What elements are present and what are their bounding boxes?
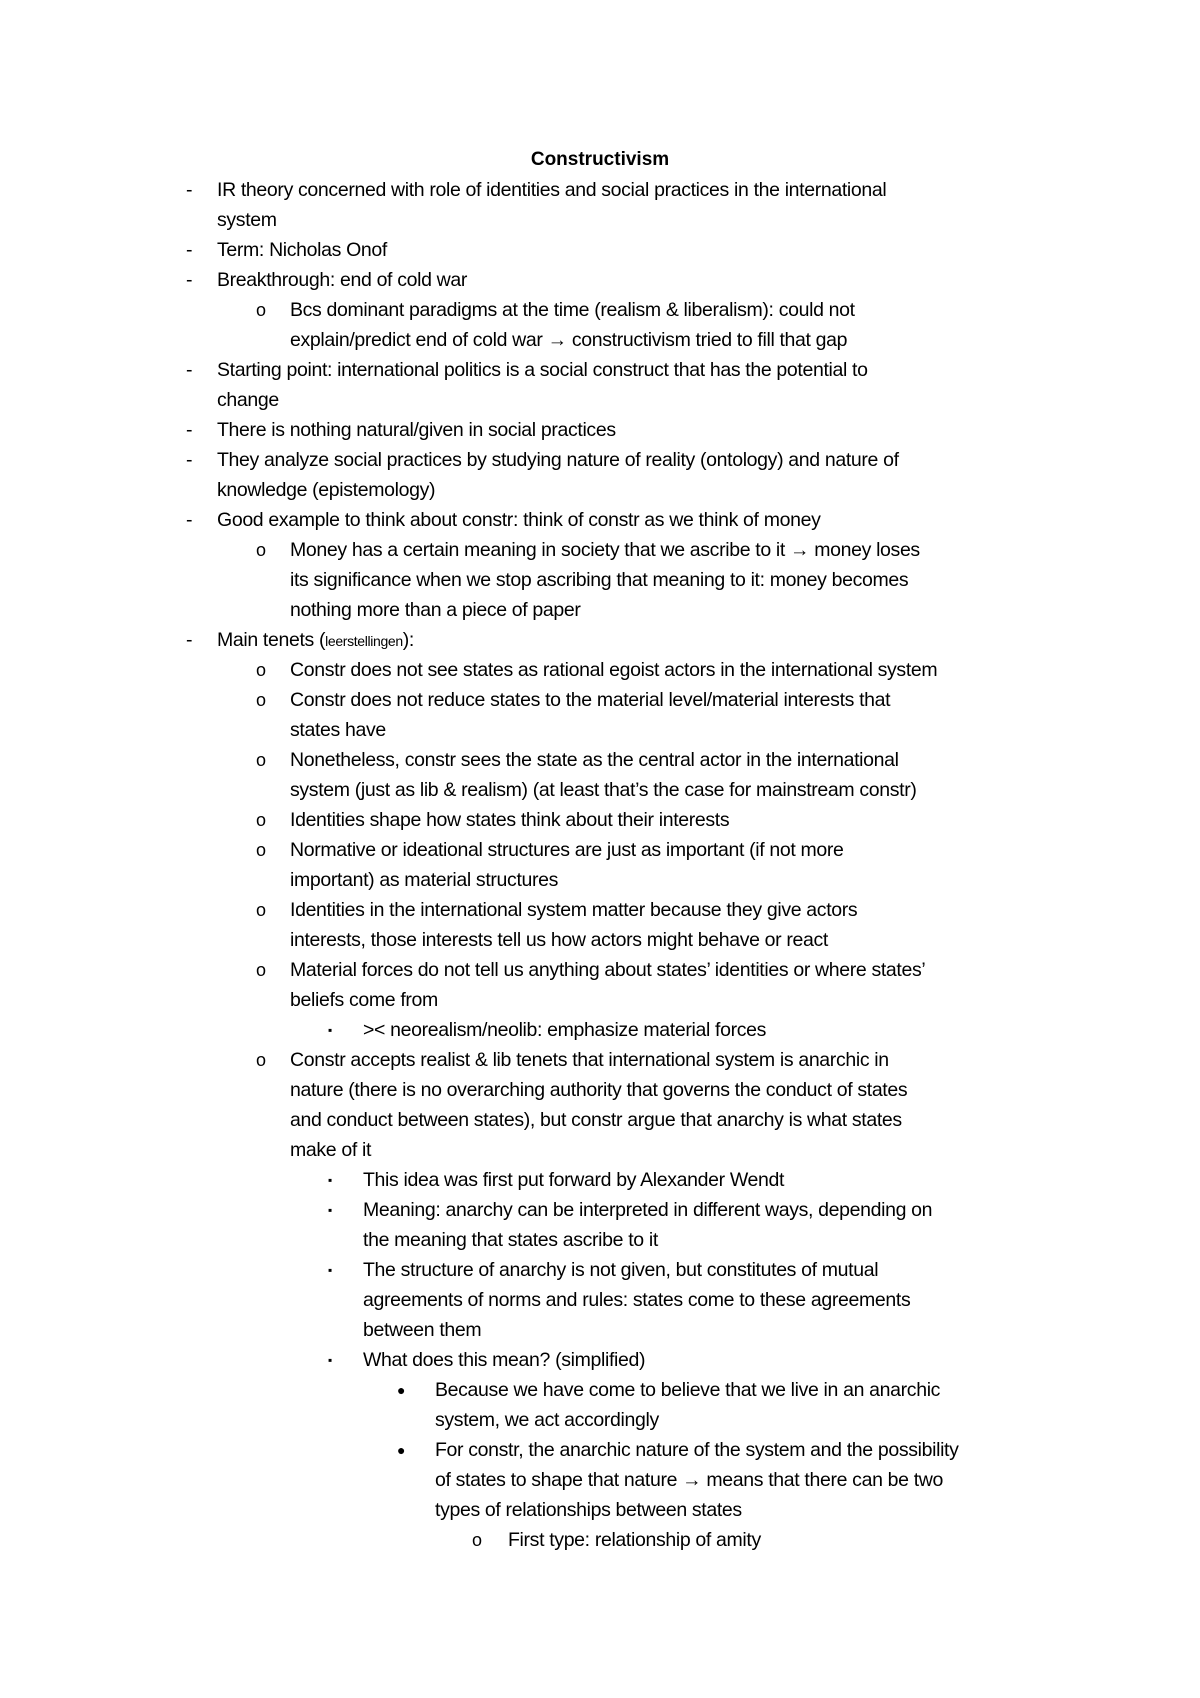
- list-item-text: What does this mean? (simplified): [363, 1349, 646, 1371]
- list-item-text: >< neorealism/neolib: emphasize material forces: [363, 1019, 767, 1041]
- list-item-text: beliefs come from: [290, 989, 438, 1011]
- circle-marker: o: [256, 690, 266, 710]
- list-item: [0, 745, 1200, 775]
- dutch-translation: leerstellingen: [325, 633, 403, 649]
- document-title: Constructivism: [530, 149, 670, 170]
- list-item-text: Because we have come to believe that we live in an anarchic: [435, 1379, 941, 1401]
- list-item-text: Bcs dominant paradigms at the time (realism & liberalism): could not: [290, 299, 855, 321]
- list-item-text: knowledge (epistemology): [217, 479, 436, 501]
- list-item-continuation: [0, 715, 1200, 745]
- list-item-text: agreements of norms and rules: states come to these agreements: [363, 1289, 911, 1311]
- list-item-text: There is nothing natural/given in social practices: [217, 419, 616, 441]
- dash-marker: -: [186, 359, 193, 381]
- list-item: [0, 445, 1200, 475]
- list-item-text: Constr accepts realist & lib tenets that international system is anarchic in: [290, 1049, 889, 1071]
- circle-marker: o: [256, 960, 266, 980]
- list-item-text: and conduct between states), but constr argue that anarchy is what states: [290, 1109, 902, 1131]
- list-item-text: The structure of anarchy is not given, but constitutes of mutual: [363, 1259, 879, 1281]
- dash-marker: -: [186, 509, 193, 531]
- list-item-continuation: [0, 595, 1200, 625]
- square-marker: ▪: [328, 1263, 332, 1277]
- list-item: [0, 1435, 1200, 1465]
- list-item-text: IR theory concerned with role of identities and social practices in the international: [217, 179, 887, 201]
- main-tenets-label: Main tenets (: [217, 629, 326, 651]
- list-item-text: Starting point: international politics is a social construct that has the potential to: [217, 359, 868, 381]
- circle-marker: o: [256, 300, 266, 320]
- list-item-continuation: [0, 1225, 1200, 1255]
- dash-marker: -: [186, 629, 193, 651]
- list-item-continuation: [0, 1135, 1200, 1165]
- list-item-text: Identities shape how states think about their interests: [290, 809, 730, 831]
- list-item: [0, 1165, 1200, 1195]
- list-item-text: its significance when we stop ascribing that meaning to it: money becomes: [290, 569, 909, 591]
- list-item: [0, 625, 1200, 655]
- document-body: [0, 175, 1200, 1555]
- list-item-text: system: [217, 209, 277, 231]
- list-item-text: states have: [290, 719, 386, 741]
- list-item: [0, 1015, 1200, 1045]
- list-item: [0, 805, 1200, 835]
- circle-marker: o: [256, 540, 266, 560]
- circle-marker: o: [256, 810, 266, 830]
- list-item-text: Constr does not see states as rational egoist actors in the international system: [290, 659, 938, 681]
- list-item-text: important) as material structures: [290, 869, 559, 891]
- list-item-text: types of relationships between states: [435, 1499, 742, 1521]
- list-item: [0, 235, 1200, 265]
- list-item-text: Meaning: anarchy can be interpreted in different ways, depending on: [363, 1199, 933, 1221]
- list-item: [0, 295, 1200, 325]
- list-item: [0, 895, 1200, 925]
- list-item-text: Money has a certain meaning in society that we ascribe to it → money loses: [290, 539, 920, 561]
- list-item-text: nothing more than a piece of paper: [290, 599, 581, 621]
- list-item-text: interests, those interests tell us how actors might behave or react: [290, 929, 828, 951]
- list-item: [0, 265, 1200, 295]
- list-item-text: the meaning that states ascribe to it: [363, 1229, 658, 1251]
- list-item-continuation: [0, 1405, 1200, 1435]
- circle-marker: o: [256, 660, 266, 680]
- list-item: [0, 1375, 1200, 1405]
- list-item-continuation: [0, 475, 1200, 505]
- dash-marker: -: [186, 239, 193, 261]
- circle-marker: o: [256, 1050, 266, 1070]
- square-marker: ▪: [328, 1203, 332, 1217]
- list-item-continuation: [0, 1075, 1200, 1105]
- square-marker: ▪: [328, 1173, 332, 1187]
- list-item: [0, 655, 1200, 685]
- list-item: [0, 1255, 1200, 1285]
- circle-marker: o: [256, 750, 266, 770]
- square-marker: ▪: [328, 1353, 332, 1367]
- list-item-continuation: [0, 325, 1200, 355]
- list-item: [0, 1525, 1200, 1555]
- list-item-text: system (just as lib & realism) (at least that’s the case for mainstream constr): [290, 779, 917, 801]
- list-item-text: Breakthrough: end of cold war: [217, 269, 468, 291]
- list-item: [0, 835, 1200, 865]
- list-item-continuation: [0, 1465, 1200, 1495]
- list-item-continuation: [0, 1105, 1200, 1135]
- circle-marker: o: [256, 840, 266, 860]
- bullet-marker: ●: [397, 1442, 406, 1458]
- list-item: [0, 1045, 1200, 1075]
- list-item-text: between them: [363, 1319, 482, 1341]
- circle-marker: o: [472, 1530, 482, 1550]
- list-item: [0, 535, 1200, 565]
- list-item-continuation: [0, 985, 1200, 1015]
- list-item: [0, 175, 1200, 205]
- list-item-text: system, we act accordingly: [435, 1409, 659, 1431]
- list-item-continuation: [0, 385, 1200, 415]
- list-item-text: explain/predict end of cold war → constructivism tried to fill that gap: [290, 329, 848, 351]
- list-item-continuation: [0, 565, 1200, 595]
- list-item-continuation: [0, 1495, 1200, 1525]
- square-marker: ▪: [328, 1023, 332, 1037]
- circle-marker: o: [256, 900, 266, 920]
- list-item-text: make of it: [290, 1139, 372, 1161]
- list-item-continuation: [0, 1285, 1200, 1315]
- list-item-text: For constr, the anarchic nature of the system and the possibility: [435, 1439, 959, 1461]
- list-item-text: Identities in the international system matter because they give actors: [290, 899, 858, 921]
- list-item: [0, 355, 1200, 385]
- list-item-text: Normative or ideational structures are just as important (if not more: [290, 839, 844, 861]
- list-item-text: of states to shape that nature → means that there can be two: [435, 1469, 943, 1491]
- list-item-text: Constr does not reduce states to the material level/material interests that: [290, 689, 891, 711]
- list-item-continuation: [0, 1315, 1200, 1345]
- list-item: [0, 415, 1200, 445]
- list-item-text: Term: Nicholas Onof: [217, 239, 387, 261]
- list-item-continuation: [0, 925, 1200, 955]
- list-item-text: This idea was first put forward by Alexander Wendt: [363, 1169, 785, 1191]
- list-item-text: Nonetheless, constr sees the state as the central actor in the international: [290, 749, 899, 771]
- list-item-text: change: [217, 389, 279, 411]
- dash-marker: -: [186, 269, 193, 291]
- list-item: [0, 685, 1200, 715]
- list-item-continuation: [0, 205, 1200, 235]
- list-item-text: nature (there is no overarching authority that governs the conduct of states: [290, 1079, 908, 1101]
- list-item-text: First type: relationship of amity: [508, 1529, 761, 1551]
- list-item-continuation: [0, 865, 1200, 895]
- list-item: [0, 1345, 1200, 1375]
- dash-marker: -: [186, 419, 193, 441]
- list-item-text: They analyze social practices by studying nature of reality (ontology) and nature of: [217, 449, 899, 471]
- list-item-continuation: [0, 775, 1200, 805]
- list-item-text: Material forces do not tell us anything about states’ identities or where states’: [290, 959, 926, 981]
- main-tenets-close: ):: [402, 629, 414, 651]
- dash-marker: -: [186, 179, 193, 201]
- dash-marker: -: [186, 449, 193, 471]
- list-item: [0, 505, 1200, 535]
- list-item: [0, 1195, 1200, 1225]
- list-item: [0, 955, 1200, 985]
- list-item-text: Good example to think about constr: think of constr as we think of money: [217, 509, 821, 531]
- list-item-text: [217, 625, 414, 656]
- bullet-marker: ●: [397, 1382, 406, 1398]
